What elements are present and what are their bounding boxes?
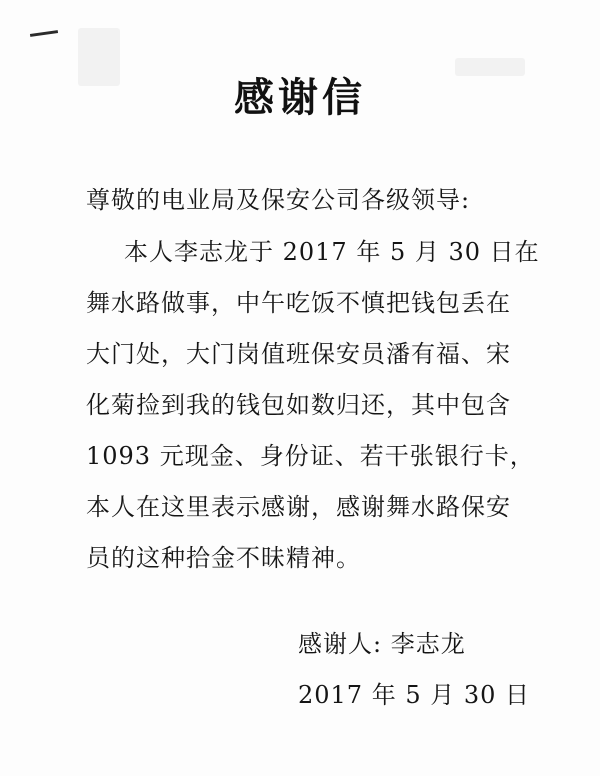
salutation: 尊敬的电业局及保安公司各级领导: bbox=[86, 186, 471, 214]
body-line: 舞水路做事，中午吃饭不慎把钱包丢在 bbox=[86, 289, 511, 317]
letter-title: 感谢信 bbox=[234, 75, 366, 121]
body-line: 员的这种拾金不昧精神。 bbox=[86, 544, 361, 572]
scan-mark bbox=[30, 30, 58, 37]
body-line: 1093 元现金、身份证、若干张银行卡， bbox=[86, 442, 535, 470]
body-line: 本人在这里表示感谢，感谢舞水路保安 bbox=[86, 493, 511, 521]
body-line: 化菊捡到我的钱包如数归还，其中包含 bbox=[86, 391, 511, 419]
letter-date: 2017 年 5 月 30 日 bbox=[298, 681, 531, 709]
signature-line: 感谢人: 李志龙 bbox=[298, 630, 466, 658]
body-line: 本人李志龙于 2017 年 5 月 30 日在 bbox=[124, 238, 540, 266]
body-line: 大门处，大门岗值班保安员潘有福、宋 bbox=[86, 340, 511, 368]
